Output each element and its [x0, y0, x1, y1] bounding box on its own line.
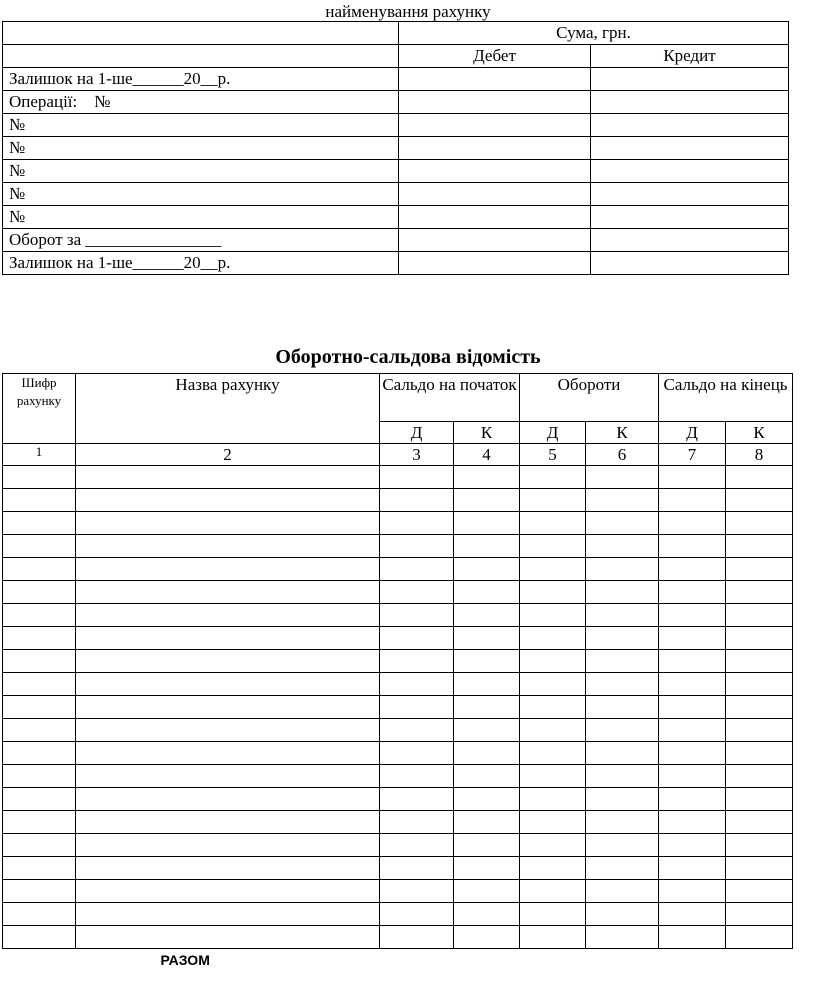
table-cell[interactable]: [454, 857, 520, 880]
table-cell[interactable]: [586, 650, 659, 673]
table-row: [3, 696, 793, 719]
table-cell[interactable]: [380, 742, 454, 765]
table-cell[interactable]: [3, 489, 76, 512]
table-cell[interactable]: [726, 926, 793, 949]
table-cell[interactable]: [3, 466, 76, 489]
table-cell[interactable]: [520, 673, 586, 696]
table-cell[interactable]: [380, 650, 454, 673]
table-cell[interactable]: [380, 558, 454, 581]
column-number: 7: [659, 444, 726, 466]
ledger-row-label: №: [3, 206, 399, 229]
table-cell[interactable]: [454, 811, 520, 834]
ledger-row: [3, 114, 789, 137]
debit-cell[interactable]: [399, 229, 591, 252]
table-cell[interactable]: [586, 604, 659, 627]
table-cell[interactable]: [520, 581, 586, 604]
table-cell[interactable]: [3, 903, 76, 926]
table-cell[interactable]: [520, 742, 586, 765]
table-cell[interactable]: [586, 788, 659, 811]
table-cell[interactable]: [76, 765, 380, 788]
table-row: [3, 765, 793, 788]
table-row: [3, 673, 793, 696]
table-cell[interactable]: [3, 765, 76, 788]
table-cell[interactable]: [726, 719, 793, 742]
table-cell[interactable]: [3, 535, 76, 558]
credit-cell[interactable]: [591, 206, 789, 229]
table-cell[interactable]: [76, 535, 380, 558]
table-cell[interactable]: [586, 926, 659, 949]
table-cell[interactable]: [3, 834, 76, 857]
table-cell[interactable]: [659, 650, 726, 673]
table-cell[interactable]: [520, 811, 586, 834]
ledger-subheader-row: [3, 45, 789, 68]
table-row: [3, 719, 793, 742]
table-cell[interactable]: [454, 696, 520, 719]
table-row: [3, 788, 793, 811]
table-cell[interactable]: [586, 903, 659, 926]
ledger-row: [3, 160, 789, 183]
credit-label: К: [454, 422, 520, 444]
credit-cell[interactable]: [591, 252, 789, 275]
col-closing-balance: Сальдо на кінець: [659, 374, 793, 422]
ledger-row-label: Оборот за ________________: [3, 229, 399, 252]
table-row: [3, 604, 793, 627]
table-cell[interactable]: [659, 604, 726, 627]
table-cell[interactable]: [454, 765, 520, 788]
table-cell[interactable]: [586, 673, 659, 696]
col-opening-balance: Сальдо на початок: [380, 374, 520, 422]
table-cell[interactable]: [76, 466, 380, 489]
table-cell[interactable]: [520, 834, 586, 857]
ledger-row-label: №: [3, 183, 399, 206]
table-cell[interactable]: [454, 489, 520, 512]
debit-label: Д: [659, 422, 726, 444]
table-row: [3, 834, 793, 857]
table-cell[interactable]: [3, 696, 76, 719]
table-cell[interactable]: [520, 489, 586, 512]
table-cell[interactable]: [520, 650, 586, 673]
sum-header: Сума, грн.: [399, 22, 789, 45]
table-cell[interactable]: [520, 696, 586, 719]
table-cell[interactable]: [586, 811, 659, 834]
table-cell[interactable]: [380, 466, 454, 489]
credit-cell[interactable]: [591, 183, 789, 206]
ledger-row-label: №: [3, 160, 399, 183]
table-row: [3, 811, 793, 834]
table-cell[interactable]: [380, 535, 454, 558]
table-cell[interactable]: [380, 880, 454, 903]
account-ledger-table: [2, 21, 789, 275]
table-cell[interactable]: [659, 811, 726, 834]
table-cell[interactable]: [380, 765, 454, 788]
table-cell[interactable]: [380, 581, 454, 604]
table-cell[interactable]: [380, 673, 454, 696]
table-cell[interactable]: [586, 466, 659, 489]
table-cell[interactable]: [454, 512, 520, 535]
table-row: [3, 627, 793, 650]
table-cell[interactable]: [454, 581, 520, 604]
table-cell[interactable]: [76, 489, 380, 512]
total-label: РАЗОМ: [160, 951, 210, 968]
table-cell[interactable]: [586, 765, 659, 788]
table-cell[interactable]: [586, 512, 659, 535]
table-cell[interactable]: [726, 811, 793, 834]
table-row: [3, 650, 793, 673]
table-cell[interactable]: [659, 512, 726, 535]
table-cell[interactable]: [659, 834, 726, 857]
debit-cell[interactable]: [399, 91, 591, 114]
table-cell[interactable]: [520, 558, 586, 581]
table-cell[interactable]: [520, 788, 586, 811]
table-cell[interactable]: [520, 926, 586, 949]
table-cell[interactable]: [454, 627, 520, 650]
table-cell[interactable]: [726, 857, 793, 880]
table-cell[interactable]: [76, 834, 380, 857]
ledger-row-label: №: [3, 114, 399, 137]
table-cell[interactable]: [659, 719, 726, 742]
table-cell[interactable]: [659, 880, 726, 903]
table-cell[interactable]: [726, 834, 793, 857]
credit-cell[interactable]: [591, 68, 789, 91]
table-cell[interactable]: [520, 535, 586, 558]
table-cell[interactable]: [76, 903, 380, 926]
table-cell[interactable]: [380, 834, 454, 857]
table-cell[interactable]: [659, 489, 726, 512]
column-number: 2: [76, 444, 380, 466]
debit-cell[interactable]: [399, 160, 591, 183]
table-cell[interactable]: [659, 558, 726, 581]
table-cell[interactable]: [380, 903, 454, 926]
table-cell[interactable]: [3, 811, 76, 834]
credit-header: Кредит: [591, 45, 789, 68]
table-cell[interactable]: [659, 926, 726, 949]
table-cell[interactable]: [380, 857, 454, 880]
table-cell[interactable]: [76, 742, 380, 765]
table-cell[interactable]: [586, 535, 659, 558]
ledger-row-label: №: [3, 137, 399, 160]
column-number: 4: [454, 444, 520, 466]
table-cell[interactable]: [76, 512, 380, 535]
total-row: [3, 949, 793, 971]
table-cell[interactable]: [520, 719, 586, 742]
table-cell[interactable]: [3, 627, 76, 650]
table-cell[interactable]: [3, 558, 76, 581]
table-cell[interactable]: [454, 719, 520, 742]
turnover-header-row: [3, 374, 793, 422]
credit-cell[interactable]: [591, 114, 789, 137]
table-cell[interactable]: [454, 834, 520, 857]
ledger-row: [3, 252, 789, 275]
ledger-row-label: Залишок на 1-ше______20__р.: [3, 252, 399, 275]
turnover-sheet-title: Оборотно-сальдова відомість: [275, 346, 541, 368]
table-cell[interactable]: [3, 788, 76, 811]
table-cell[interactable]: [659, 765, 726, 788]
table-cell[interactable]: [520, 466, 586, 489]
debit-cell[interactable]: [399, 68, 591, 91]
table-cell[interactable]: [659, 903, 726, 926]
credit-cell[interactable]: [591, 160, 789, 183]
table-cell[interactable]: [380, 719, 454, 742]
table-cell[interactable]: [76, 581, 380, 604]
column-number-row: [3, 444, 793, 466]
table-cell[interactable]: [380, 512, 454, 535]
table-cell[interactable]: [380, 604, 454, 627]
table-cell[interactable]: [586, 696, 659, 719]
table-row: [3, 742, 793, 765]
table-cell[interactable]: [3, 719, 76, 742]
debit-cell[interactable]: [399, 252, 591, 275]
table-cell[interactable]: [454, 926, 520, 949]
table-cell[interactable]: [586, 880, 659, 903]
table-cell[interactable]: [726, 742, 793, 765]
column-number: 8: [726, 444, 793, 466]
table-cell[interactable]: [726, 650, 793, 673]
table-cell[interactable]: [3, 880, 76, 903]
table-cell[interactable]: [520, 903, 586, 926]
debit-cell[interactable]: [399, 137, 591, 160]
table-cell[interactable]: [726, 627, 793, 650]
table-cell[interactable]: [3, 742, 76, 765]
table-cell[interactable]: [76, 650, 380, 673]
column-number: 6: [586, 444, 659, 466]
table-cell[interactable]: [3, 857, 76, 880]
table-cell[interactable]: [586, 719, 659, 742]
table-cell[interactable]: [659, 673, 726, 696]
ledger-row: [3, 229, 789, 252]
table-cell[interactable]: [454, 673, 520, 696]
debit-cell[interactable]: [399, 206, 591, 229]
table-row: [3, 903, 793, 926]
table-cell[interactable]: [726, 788, 793, 811]
table-cell[interactable]: [380, 811, 454, 834]
table-cell[interactable]: [380, 489, 454, 512]
table-cell[interactable]: [76, 788, 380, 811]
table-cell[interactable]: [454, 788, 520, 811]
table-cell[interactable]: [726, 558, 793, 581]
turnover-balance-table: [2, 373, 793, 971]
ledger-header-row: [3, 22, 789, 45]
table-cell[interactable]: [454, 880, 520, 903]
column-number: 3: [380, 444, 454, 466]
credit-cell[interactable]: [591, 229, 789, 252]
table-cell[interactable]: [520, 765, 586, 788]
table-cell[interactable]: [659, 627, 726, 650]
debit-cell[interactable]: [399, 183, 591, 206]
credit-cell[interactable]: [591, 137, 789, 160]
table-row: [3, 581, 793, 604]
table-cell[interactable]: [659, 788, 726, 811]
table-cell[interactable]: [76, 696, 380, 719]
table-cell[interactable]: [76, 627, 380, 650]
table-cell[interactable]: [454, 903, 520, 926]
table-cell[interactable]: [3, 604, 76, 627]
table-cell[interactable]: [3, 650, 76, 673]
table-cell[interactable]: [520, 604, 586, 627]
table-cell[interactable]: [454, 558, 520, 581]
table-cell[interactable]: [520, 512, 586, 535]
table-cell[interactable]: [726, 489, 793, 512]
table-cell[interactable]: [76, 880, 380, 903]
blank-rows: [3, 466, 793, 949]
table-cell[interactable]: [586, 627, 659, 650]
table-row: [3, 926, 793, 949]
debit-label: Д: [380, 422, 454, 444]
table-cell[interactable]: [380, 696, 454, 719]
table-cell[interactable]: [586, 489, 659, 512]
table-cell[interactable]: [520, 627, 586, 650]
credit-label: К: [586, 422, 659, 444]
table-cell[interactable]: [3, 926, 76, 949]
table-row: [3, 512, 793, 535]
table-cell[interactable]: [454, 650, 520, 673]
ledger-row-label: Залишок на 1-ше______20__р.: [3, 68, 399, 91]
table-cell[interactable]: [76, 604, 380, 627]
table-cell[interactable]: [454, 742, 520, 765]
table-cell[interactable]: [586, 742, 659, 765]
table-cell[interactable]: [76, 558, 380, 581]
table-cell[interactable]: [659, 696, 726, 719]
table-cell[interactable]: [586, 581, 659, 604]
table-cell[interactable]: [726, 535, 793, 558]
table-cell[interactable]: [726, 604, 793, 627]
ledger-row: [3, 68, 789, 91]
table-cell[interactable]: [76, 926, 380, 949]
table-cell[interactable]: [726, 765, 793, 788]
ledger-row: [3, 183, 789, 206]
table-cell[interactable]: [726, 466, 793, 489]
column-number: 5: [520, 444, 586, 466]
col-turnover: Обороти: [520, 374, 659, 422]
table-row: [3, 489, 793, 512]
table-cell[interactable]: [726, 880, 793, 903]
table-cell[interactable]: [726, 696, 793, 719]
ledger-row: [3, 137, 789, 160]
table-cell[interactable]: [659, 535, 726, 558]
table-row: [3, 535, 793, 558]
credit-label: К: [726, 422, 793, 444]
column-number: 1: [3, 444, 76, 466]
table-cell[interactable]: [3, 512, 76, 535]
debit-cell[interactable]: [399, 114, 591, 137]
table-cell[interactable]: [380, 788, 454, 811]
ledger-row: [3, 206, 789, 229]
table-cell[interactable]: [586, 558, 659, 581]
table-cell[interactable]: [454, 466, 520, 489]
table-cell[interactable]: [76, 857, 380, 880]
table-row: [3, 466, 793, 489]
col-account-name: Назва рахунку: [76, 374, 380, 444]
table-cell[interactable]: [76, 811, 380, 834]
table-cell[interactable]: [76, 719, 380, 742]
table-cell[interactable]: [380, 926, 454, 949]
table-row: [3, 558, 793, 581]
table-cell[interactable]: [659, 581, 726, 604]
table-cell[interactable]: [726, 903, 793, 926]
credit-cell[interactable]: [591, 91, 789, 114]
table-cell[interactable]: [380, 627, 454, 650]
table-cell[interactable]: [454, 535, 520, 558]
table-cell[interactable]: [726, 512, 793, 535]
table-row: [3, 857, 793, 880]
table-cell[interactable]: [454, 604, 520, 627]
table-cell[interactable]: [586, 834, 659, 857]
col-account-code: Шифр рахунку: [3, 374, 76, 444]
table-row: [3, 880, 793, 903]
table-cell[interactable]: [726, 581, 793, 604]
table-cell[interactable]: [3, 581, 76, 604]
debit-label: Д: [520, 422, 586, 444]
table-cell[interactable]: [586, 857, 659, 880]
table-cell[interactable]: [520, 857, 586, 880]
account-name-caption: найменування рахунку: [325, 2, 491, 21]
debit-header: Дебет: [399, 45, 591, 68]
table-cell[interactable]: [659, 466, 726, 489]
table-cell[interactable]: [3, 673, 76, 696]
table-cell[interactable]: [76, 673, 380, 696]
table-cell[interactable]: [659, 742, 726, 765]
table-cell[interactable]: [659, 857, 726, 880]
table-cell[interactable]: [520, 880, 586, 903]
ledger-row-label: Операції: №: [3, 91, 399, 114]
ledger-row: [3, 91, 789, 114]
table-cell[interactable]: [726, 673, 793, 696]
